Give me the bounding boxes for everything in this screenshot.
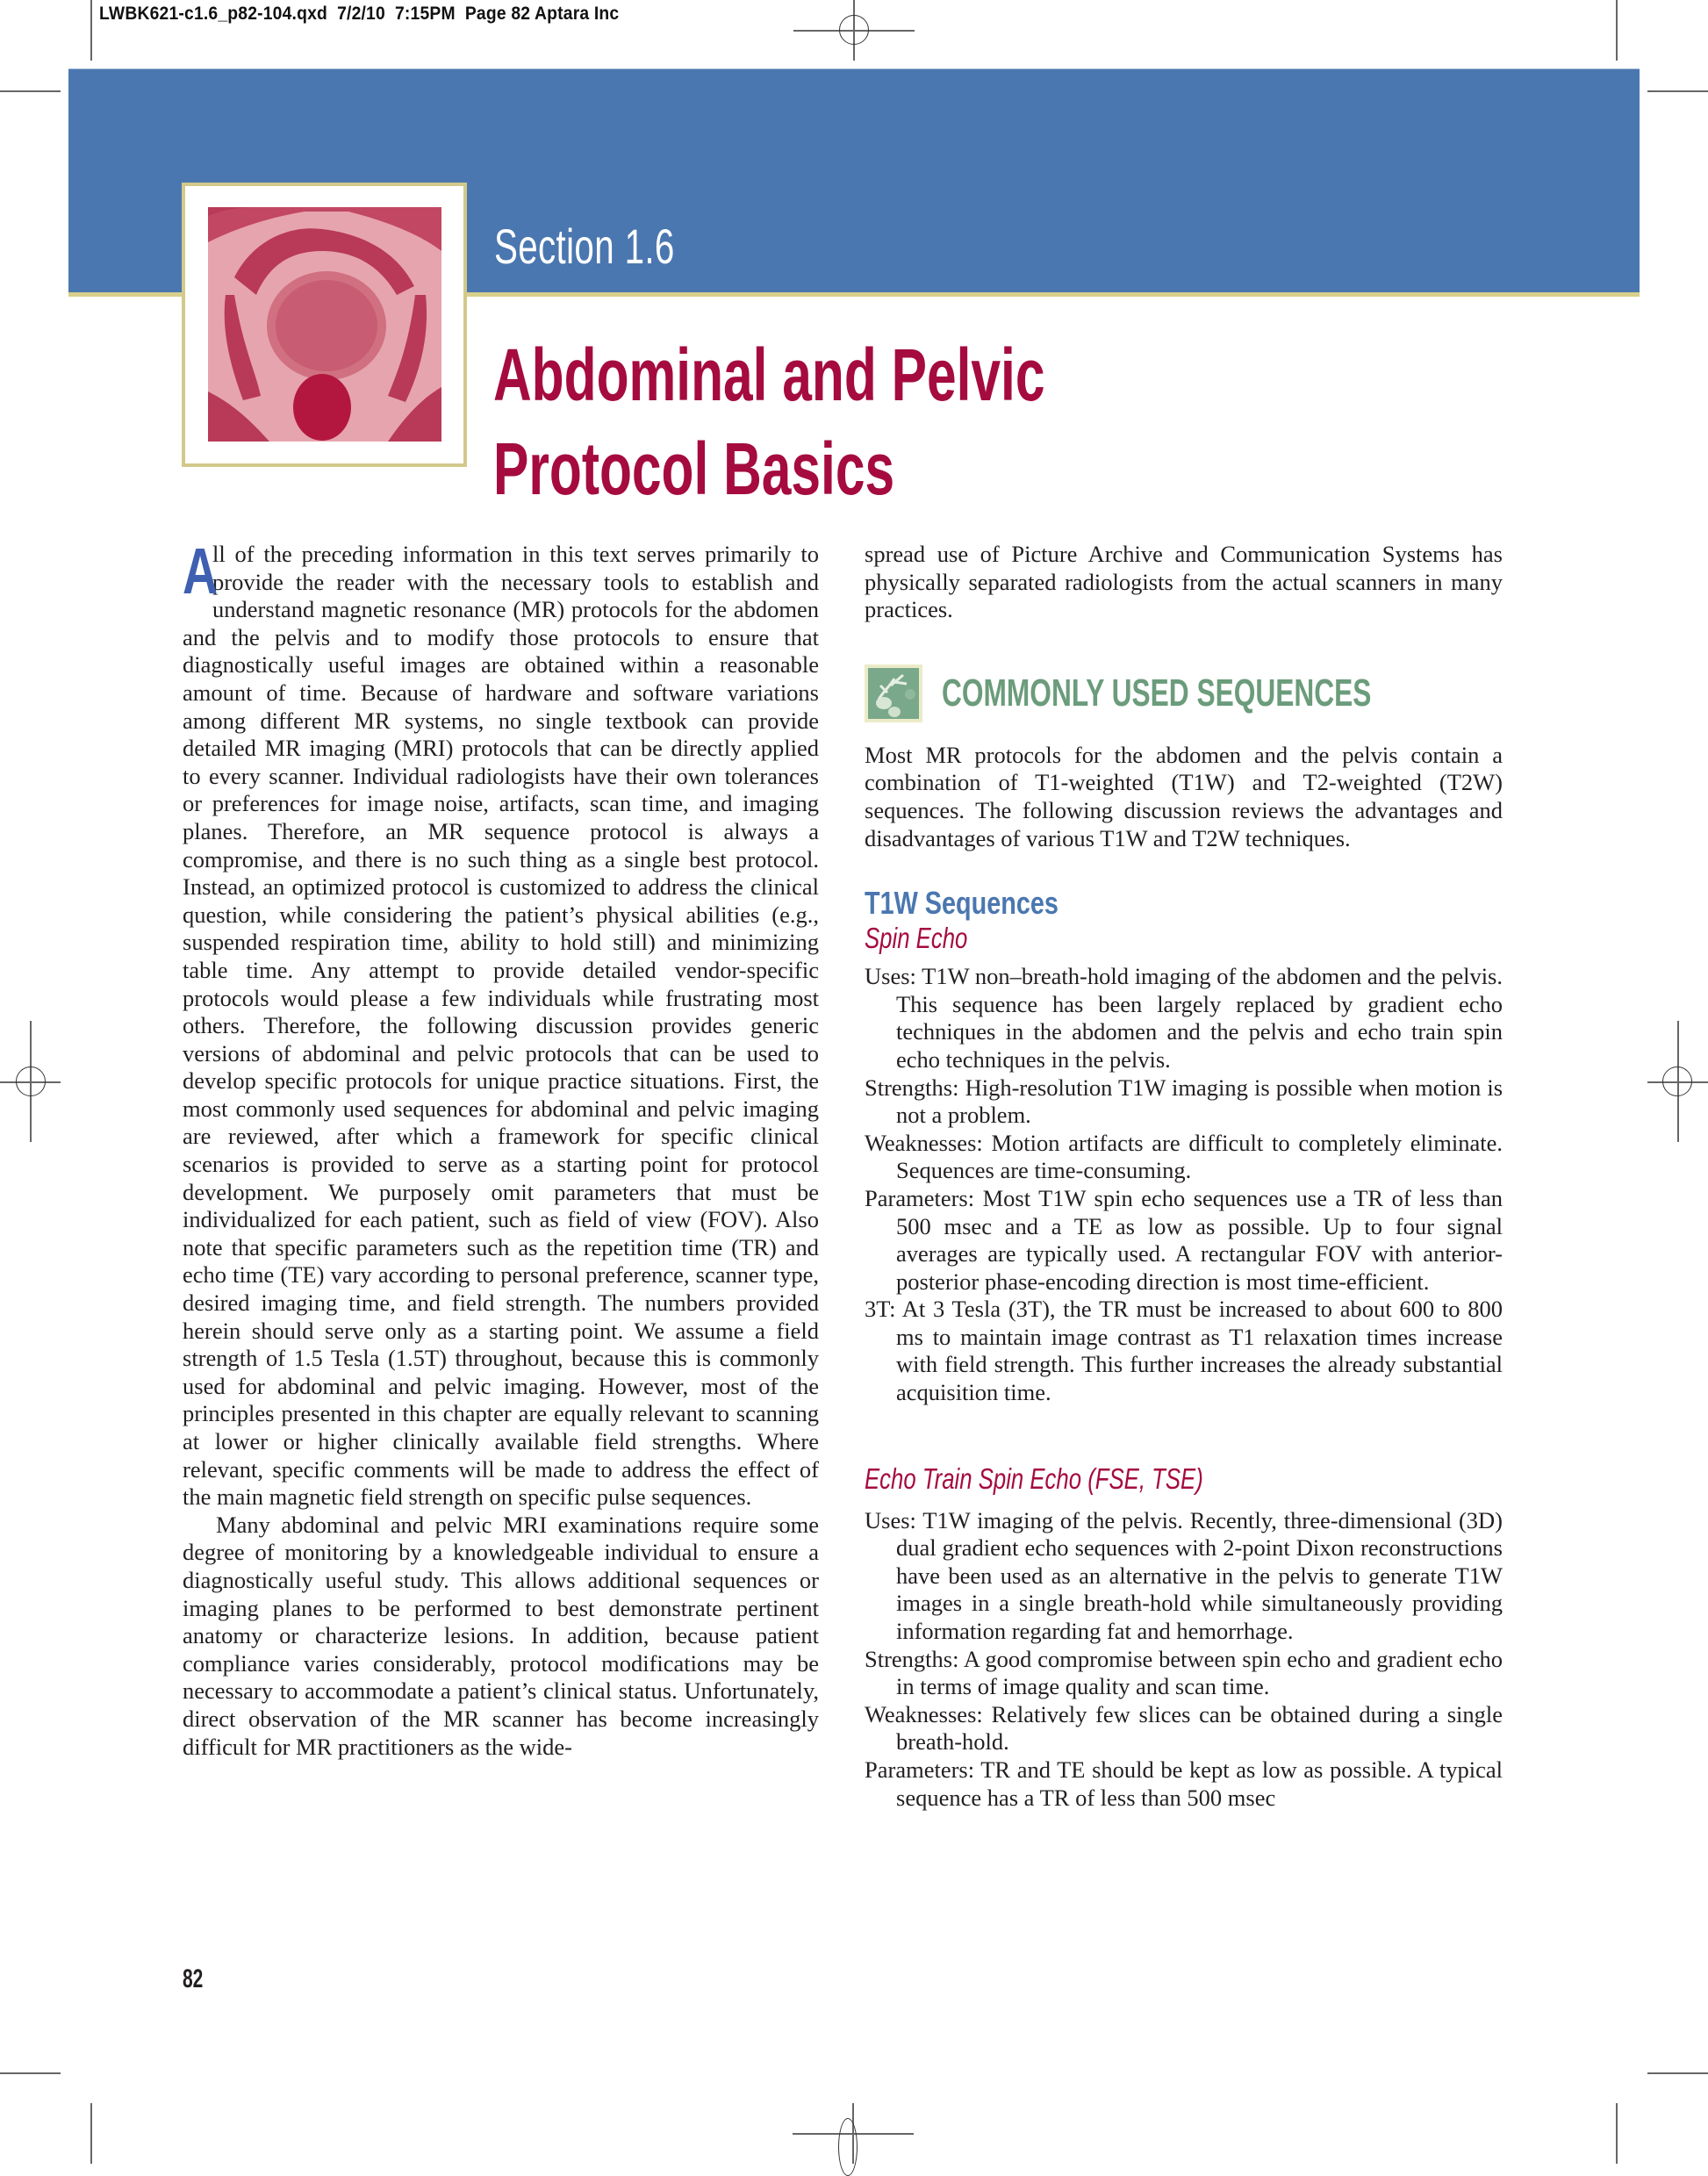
item-text: T1W non–breath-hold imaging of the abdomen and the pelvis. This sequence has been largely replaced by gradient echo techniques in the abdomen and the pelvis and echo train spin echo techniques in the pelvis. bbox=[896, 963, 1503, 1073]
registration-target-icon bbox=[839, 15, 869, 45]
mri-image-icon bbox=[208, 207, 441, 442]
sequence-heading-echo-train-spin-echo: Echo Train Spin Echo (FSE, TSE) bbox=[865, 1461, 1203, 1495]
chapter-title bbox=[493, 328, 1044, 516]
echo-train-details bbox=[865, 1507, 1503, 1813]
spin-echo-weaknesses bbox=[865, 1130, 1503, 1185]
echo-train-weaknesses bbox=[865, 1701, 1503, 1756]
section-heading-text: COMMONLY USED SEQUENCES bbox=[942, 671, 1372, 715]
cholangiogram-icon bbox=[865, 664, 922, 722]
spin-echo-parameters bbox=[865, 1185, 1503, 1296]
sequences-intro-paragraph: Most MR protocols for the abdomen and the pelvis contain a combination of T1-weighted (T1W) and T2-weighted (T2W) sequences. The following discussion reviews the advantages and disadvantages of various T1W and T2W techniques. bbox=[865, 741, 1503, 851]
right-text-column bbox=[865, 541, 1503, 1812]
crop-mark-bottom-right-v bbox=[1616, 2103, 1618, 2164]
item-label: Uses: bbox=[865, 1506, 916, 1533]
crop-mark-top-right-v bbox=[1616, 0, 1618, 61]
registration-target-icon bbox=[1662, 1066, 1692, 1096]
section-heading-commonly-used-sequences bbox=[865, 664, 1503, 722]
crop-mark-top-left-v bbox=[90, 0, 92, 61]
spin-echo-3t bbox=[865, 1296, 1503, 1406]
crop-mark-top-right-h bbox=[1647, 90, 1708, 92]
registration-target-icon bbox=[838, 2118, 858, 2176]
item-text: Relatively few slices can be obtained during a single breath-hold. bbox=[896, 1700, 1503, 1756]
section-label: Section 1.6 bbox=[494, 219, 675, 274]
chapter-title-line-1: Abdominal and Pelvic bbox=[493, 334, 1045, 416]
subsection-heading-t1w: T1W Sequences bbox=[865, 885, 1059, 922]
page-number: 82 bbox=[183, 1964, 204, 1993]
continuation-paragraph: spread use of Picture Archive and Communication Systems has physically separated radiologists from the actual scanners in many practices. bbox=[865, 541, 1503, 623]
crop-mark-bottom-right-h bbox=[1647, 2072, 1708, 2074]
item-text: T1W imaging of the pelvis. Recently, three-dimensional (3D) dual gradient echo sequences with 2-point Dixon reconstructions have been used as an alternative in the pelvis to generate T1W images in a single breath-hold while simultaneously providing information regarding fat and hemorrhage. bbox=[896, 1506, 1503, 1645]
registration-target-icon bbox=[16, 1066, 46, 1096]
intro-paragraph-text: ll of the preceding information in this text serves primarily to provide the reader with the necessary tools to establish and understand magnetic resonance (MR) protocols for the abdomen and the pelvis and to modify those protocols to ensure that diagnostically useful images are obtained within a reasonable amount of time. Because of hardware and software variations among different MR systems, no single textbook can provide detailed MR imaging (MRI) protocols that can be directly applied to every scanner. Individual radiologists have their own tolerances or preferences for image noise, artifacts, scan time, and imaging planes. Therefore, an MR sequence protocol is always a compromise, and there is no such thing as a single best protocol. Instead, an optimized protocol is customized to address the clinical question, while considering the patient’s physical abilities (e.g., suspended respiration time, ability to hold still) and minimizing table time. Any attempt to provide detailed vendor-specific protocols would please a few individuals while frustrating most others. Therefore, the following discussion provides generic versions of abdominal and pelvic protocols that can be used to develop specific protocols for unique practice situations. First, the most commonly used sequences for abdominal and pelvic imaging are reviewed, after which a framework for specific clinical scenarios is provided to serve as a starting point for protocol development. We purposely omit parameters that must be individualized for each patient, such as field of view (FOV). Also note that specific parameters such as the repetition time (TR) and echo time (TE) vary according to personal preference, scanner type, desired imaging time, and field strength. The numbers provided herein should serve only as a starting point. We assume a field strength of 1.5 Tesla (1.5T) throughout, because this is commonly used for abdominal and pelvic imaging. However, most of the principles presented in this chapter are equally relevant to scanning at lower or higher clinically available field strengths. Where relevant, specific comments will be made to address the effect of the main magnetic field strength on specific pulse sequences. bbox=[183, 541, 819, 1511]
item-text: High-resolution T1W imaging is possible when motion is not a problem. bbox=[896, 1074, 1503, 1129]
item-text: A good compromise between spin echo and gradient echo in terms of image quality and scan time. bbox=[896, 1645, 1503, 1700]
item-label: Strengths: bbox=[865, 1645, 959, 1672]
item-text: TR and TE should be kept as low as possible. A typical sequence has a TR of less than 500 msec bbox=[896, 1756, 1503, 1811]
item-label: Weaknesses: bbox=[865, 1700, 983, 1727]
item-text: At 3 Tesla (3T), the TR must be increased to about 600 to 800 ms to maintain image contrast as T1 relaxation times increase with field strength. This further increases the already substantial acquisition time. bbox=[896, 1296, 1503, 1406]
crop-mark-top-left-h bbox=[0, 90, 61, 92]
echo-train-uses bbox=[865, 1507, 1503, 1646]
spin-echo-details bbox=[865, 963, 1503, 1407]
monitoring-paragraph: Many abdominal and pelvic MRI examinations require some degree of monitoring by a knowledgeable individual to ensure a diagnostically useful study. This allows additional sequences or imaging planes to be performed to best demonstrate pertinent anatomy or characterize lesions. In addition, because patient compliance varies considerably, protocol modifications may be necessary to accommodate a patient’s clinical status. Unfortunately, direct observation of the MR scanner has become increasingly difficult for MR practitioners as the wide- bbox=[183, 1511, 819, 1760]
item-label: Uses: bbox=[865, 963, 916, 990]
chapter-title-line-2: Protocol Basics bbox=[493, 427, 895, 510]
crop-mark-bottom-left-h bbox=[0, 2072, 61, 2074]
item-text: Most T1W spin echo sequences use a TR of less than 500 msec and a TE as low as possible. Up to four signal averages are typically used. A rectangular FOV with anterior-posterior phase-encoding direction is most time-efficient. bbox=[896, 1184, 1503, 1295]
sequence-heading-spin-echo: Spin Echo bbox=[865, 922, 968, 955]
item-label: 3T: bbox=[865, 1296, 896, 1323]
item-text: Motion artifacts are difficult to completely eliminate. Sequences are time-consuming. bbox=[896, 1129, 1503, 1184]
intro-paragraph bbox=[183, 535, 819, 1512]
echo-train-strengths bbox=[865, 1646, 1503, 1701]
pelvic-mri-thumbnail-image bbox=[208, 207, 441, 442]
spin-echo-uses bbox=[865, 963, 1503, 1074]
crop-mark-bottom-left-v bbox=[90, 2103, 92, 2164]
item-label: Parameters: bbox=[865, 1184, 975, 1211]
left-text-column bbox=[183, 535, 819, 1761]
item-label: Weaknesses: bbox=[865, 1129, 983, 1156]
item-label: Strengths: bbox=[865, 1074, 959, 1101]
echo-train-parameters bbox=[865, 1756, 1503, 1812]
drop-cap: A bbox=[183, 535, 219, 607]
item-label: Parameters: bbox=[865, 1756, 975, 1783]
spin-echo-strengths bbox=[865, 1074, 1503, 1130]
printer-slug-line: LWBK621-c1.6_p82-104.qxd 7/2/10 7:15PM Page 82 Aptara Inc bbox=[99, 4, 620, 24]
